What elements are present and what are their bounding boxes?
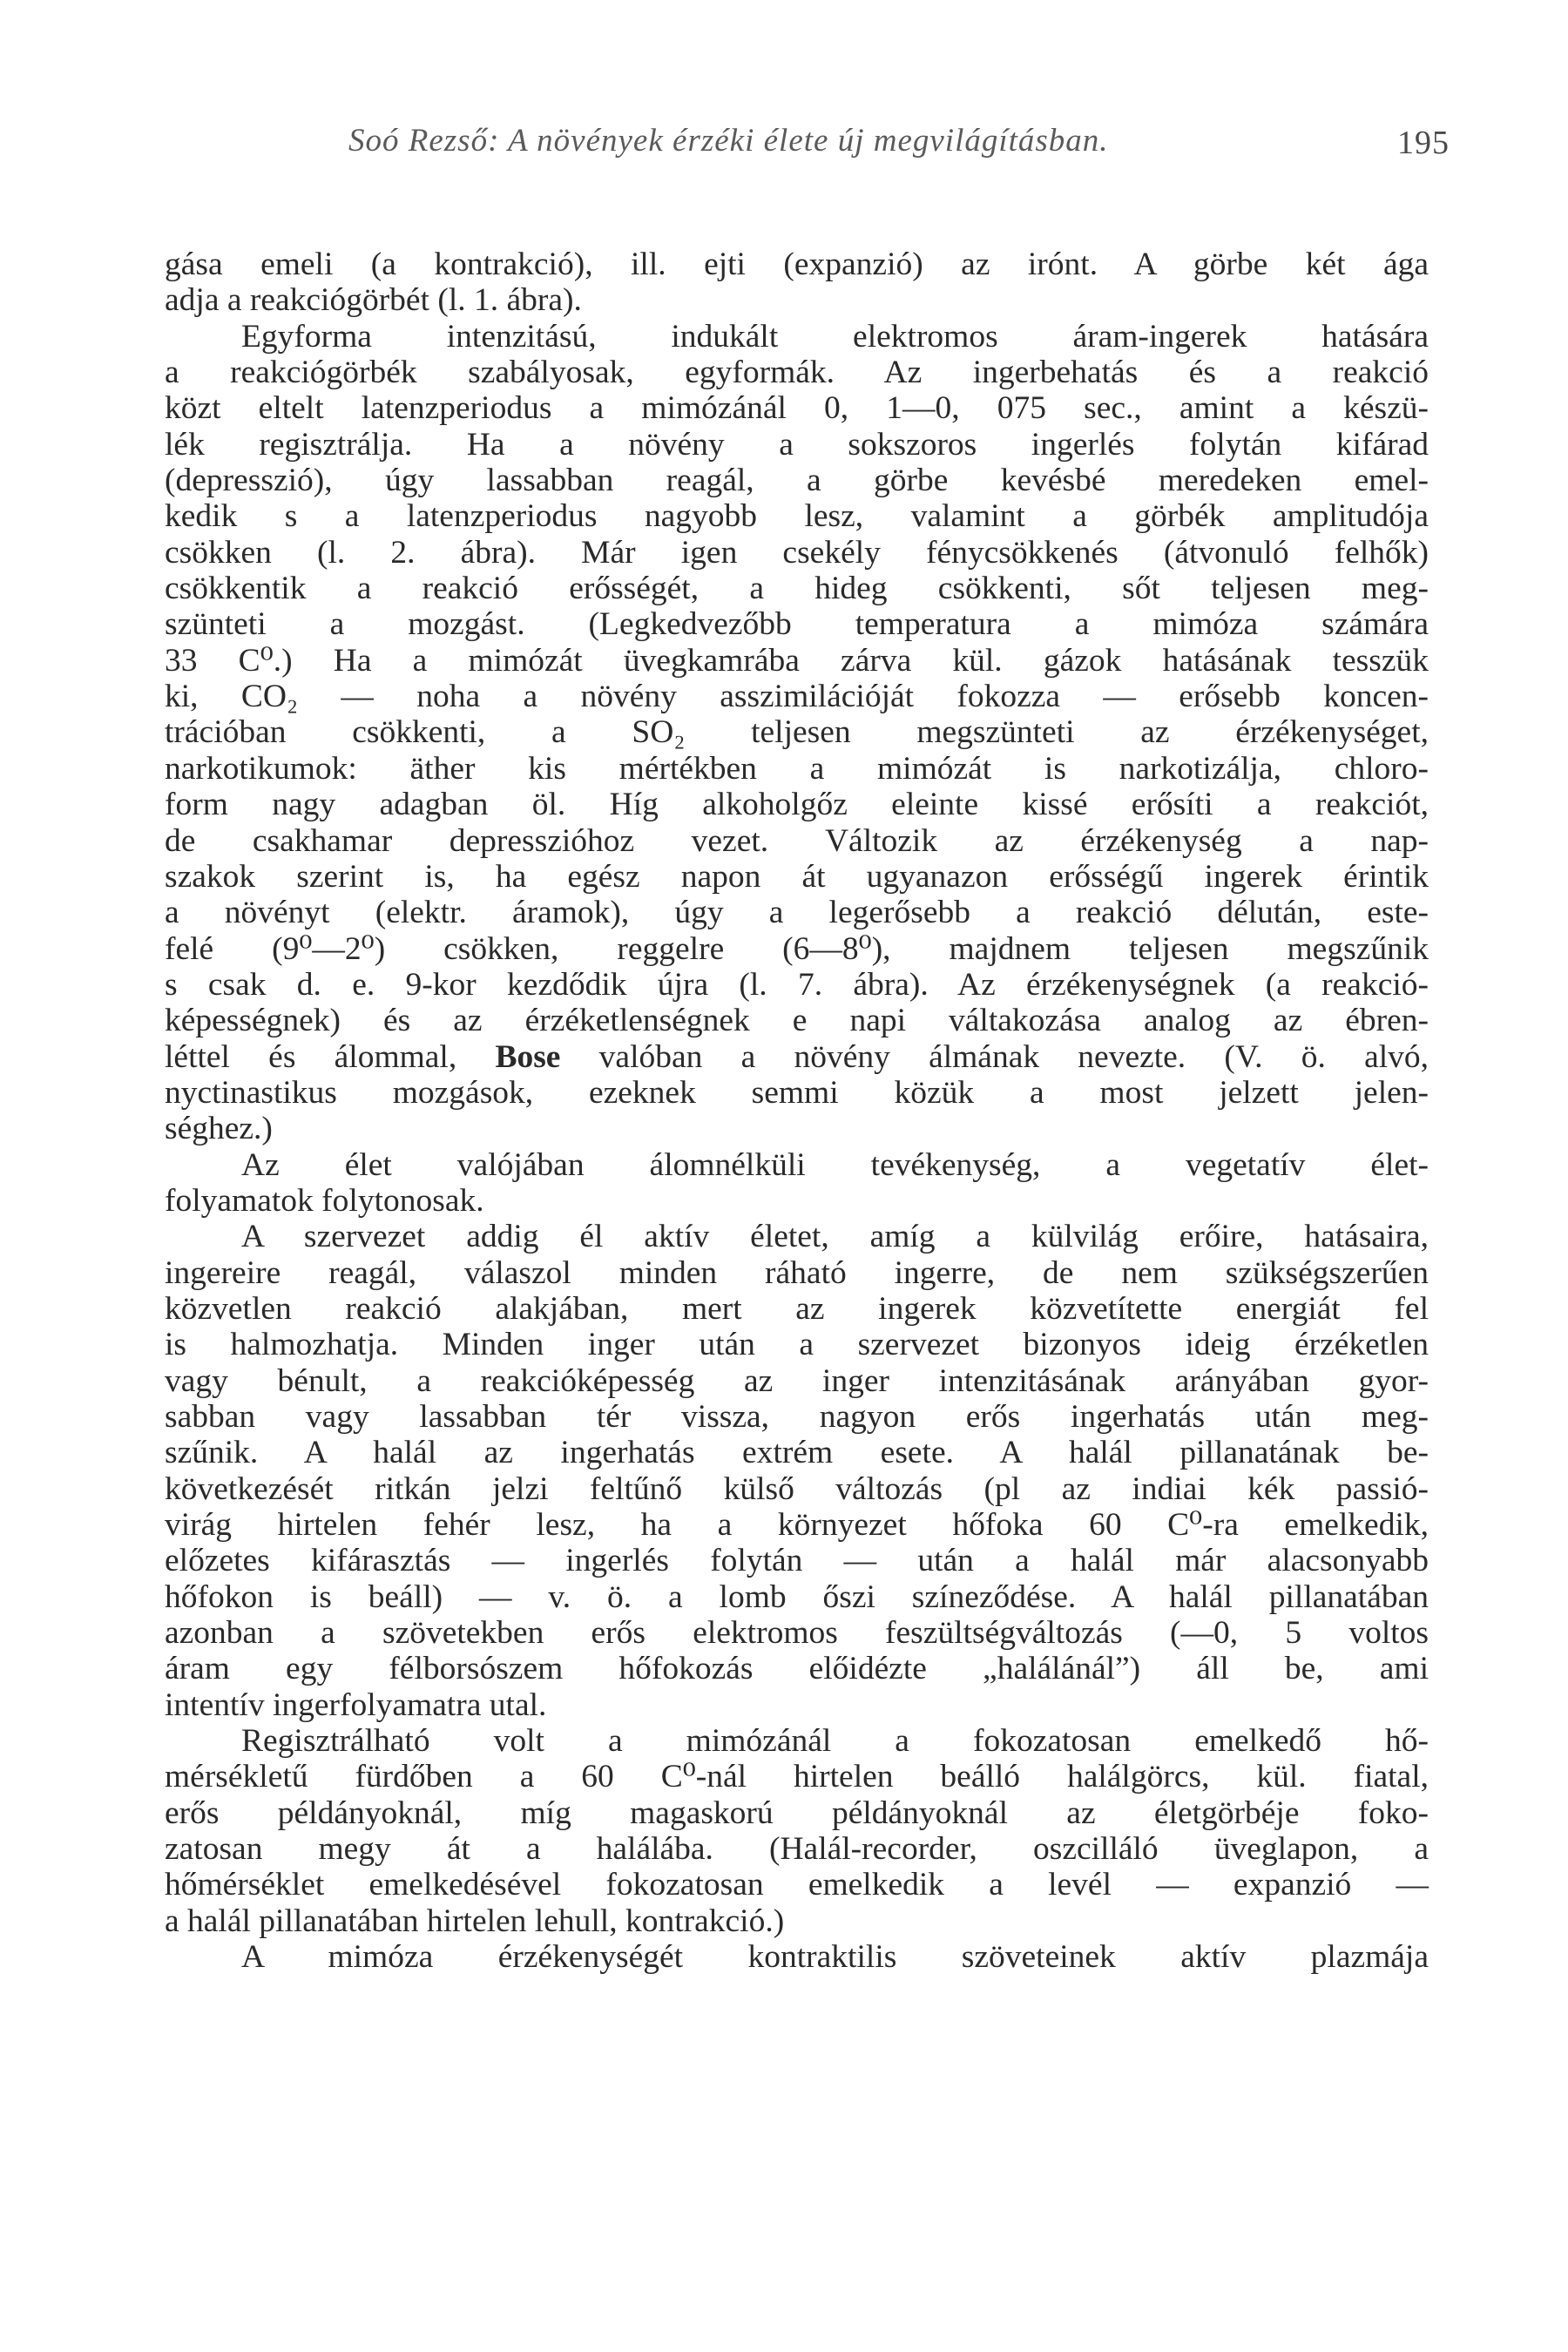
text-line: is halmozhatja. Minden inger után a szervezet bizonyos ideig érzéketlen bbox=[165, 1327, 1429, 1363]
text-line: lék regisztrálja. Ha a növény a sokszoros ingerlés folytán kifárad bbox=[165, 426, 1429, 463]
text-line: intentív ingerfolyamatra utal. bbox=[165, 1686, 547, 1723]
text-line: Regisztrálható volt a mimózánál a fokozatosan emelkedő hő- bbox=[241, 1723, 1429, 1760]
text-line: felé (9⁰—2⁰) csökken, reggelre (6—8⁰), majdnem teljesen megszűnik bbox=[165, 930, 1429, 967]
bold-name: Bose bbox=[495, 1038, 561, 1075]
text-line: áram egy félborsószem hőfokozás előidézte „halálánál”) áll be, ami bbox=[165, 1651, 1429, 1687]
text-line: közvetlen reakció alakjában, mert az ingerek közvetítette energiát fel bbox=[165, 1290, 1429, 1327]
text-line: azonban a szövetekben erős elektromos feszültségváltozás (—0, 5 voltos bbox=[165, 1615, 1429, 1652]
text-line: szakok szerint is, ha egész napon át ugyanazon erősségű ingerek érintik bbox=[165, 858, 1429, 895]
text-line: előzetes kifárasztás — ingerlés folytán — után a halál már alacsonyabb bbox=[165, 1543, 1429, 1579]
text-line: form nagy adagban öl. Híg alkoholgőz eleinte kissé erősíti a reakciót, bbox=[165, 787, 1429, 823]
text-line: csökkentik a reakció erősségét, a hideg csökkenti, sőt teljesen meg- bbox=[165, 571, 1429, 607]
text-line: s csak d. e. 9-kor kezdődik újra (l. 7. ábra). Az érzékenységnek (a reakció- bbox=[165, 966, 1429, 1003]
text-line-with-bold-name: léttel és álommal, Bose valóban a növény álmának nevezte. (V. ö. alvó, bbox=[165, 1038, 1429, 1075]
text-line: képességnek) és az érzéketlenségnek e napi váltakozása analog az ébren- bbox=[165, 1003, 1429, 1039]
running-head: Soó Rezső: A növények érzéki élete új megvilágításban. bbox=[348, 123, 1109, 159]
text-line: mérsékletű fürdőben a 60 C⁰-nál hirtelen beálló halálgörcs, kül. fiatal, bbox=[165, 1759, 1429, 1795]
page-number: 195 bbox=[1397, 125, 1450, 161]
text-line: trációban csökkenti, a SO₂ teljesen megszünteti az érzékenységet, bbox=[165, 714, 1429, 751]
text-line: de csakhamar depresszióhoz vezet. Változik az érzékenység a nap- bbox=[165, 822, 1429, 859]
text-line: hőfokon is beáll) — v. ö. a lomb őszi színeződése. A halál pillanatában bbox=[165, 1578, 1429, 1615]
text-line: adja a reakciógörbét (l. 1. ábra). bbox=[165, 282, 582, 319]
text-line: a növényt (elektr. áramok), úgy a legerősebb a reakció délután, este- bbox=[165, 895, 1429, 931]
text-line: kedik s a latenzperiodus nagyobb lesz, valamint a görbék amplitudója bbox=[165, 498, 1429, 535]
text-line: A mimóza érzékenységét kontraktilis szöveteinek aktív plazmája bbox=[241, 1939, 1429, 1976]
text-line: ingereire reagál, válaszol minden ráható ingerre, de nem szükségszerűen bbox=[165, 1254, 1429, 1291]
text-line: virág hirtelen fehér lesz, ha a környezet hőfoka 60 C⁰-ra emelkedik, bbox=[165, 1507, 1429, 1544]
text-line: A szervezet addig él aktív életet, amíg a külvilág erőire, hatásaira, bbox=[241, 1219, 1429, 1255]
text-line: következését ritkán jelzi feltűnő külső változás (pl az indiai kék passió- bbox=[165, 1470, 1429, 1507]
text-line: séghez.) bbox=[165, 1111, 273, 1147]
text-line: folyamatok folytonosak. bbox=[165, 1182, 484, 1219]
text-line: csökken (l. 2. ábra). Már igen csekély fénycsökkenés (átvonuló felhők) bbox=[165, 534, 1429, 571]
text-line: a halál pillanatában hirtelen lehull, kontrakció.) bbox=[165, 1903, 785, 1939]
text-line: narkotikumok: äther kis mértékben a mimózát is narkotizálja, chloro- bbox=[165, 750, 1429, 787]
text-line: ki, CO₂ — noha a növény asszimilációját fokozza — erősebb koncen- bbox=[165, 679, 1429, 715]
text-line: sabban vagy lassabban tér vissza, nagyon erős ingerhatás után meg- bbox=[165, 1399, 1429, 1435]
text-line: közt eltelt latenzperiodus a mimózánál 0, 1—0, 075 sec., amint a készü- bbox=[165, 390, 1429, 427]
text-line: vagy bénult, a reakcióképesség az inger intenzitásának arányában gyor- bbox=[165, 1362, 1429, 1399]
text-line: (depresszió), úgy lassabban reagál, a görbe kevésbé meredeken emel- bbox=[165, 463, 1429, 499]
text-line: erős példányoknál, míg magaskorú példányoknál az életgörbéje foko- bbox=[165, 1794, 1429, 1831]
text-line: a reakciógörbék szabályosak, egyformák. Az ingerbehatás és a reakció bbox=[165, 355, 1429, 391]
text-line: zatosan megy át a halálába. (Halál-recorder, oszcilláló üveglapon, a bbox=[165, 1831, 1429, 1868]
text-line: hőmérséklet emelkedésével fokozatosan emelkedik a levél — expanzió — bbox=[165, 1867, 1429, 1903]
text-line: 33 C⁰.) Ha a mimózát üvegkamrába zárva kül. gázok hatásának tesszük bbox=[165, 642, 1429, 679]
text-line: Az élet valójában álomnélküli tevékenység, a vegetatív élet- bbox=[241, 1146, 1429, 1183]
text-line: gása emeli (a kontrakció), ill. ejti (expanzió) az irónt. A görbe két ága bbox=[165, 247, 1429, 282]
text-line: Egyforma intenzitású, indukált elektromos áram-ingerek hatására bbox=[241, 318, 1429, 355]
body-text bbox=[165, 247, 1429, 1976]
text-line: szűnik. A halál az ingerhatás extrém esete. A halál pillanatának be- bbox=[165, 1435, 1429, 1471]
text-line: nyctinastikus mozgások, ezeknek semmi közük a most jelzett jelen- bbox=[165, 1074, 1429, 1111]
text-line: szünteti a mozgást. (Legkedvezőbb temperatura a mimóza számára bbox=[165, 606, 1429, 643]
